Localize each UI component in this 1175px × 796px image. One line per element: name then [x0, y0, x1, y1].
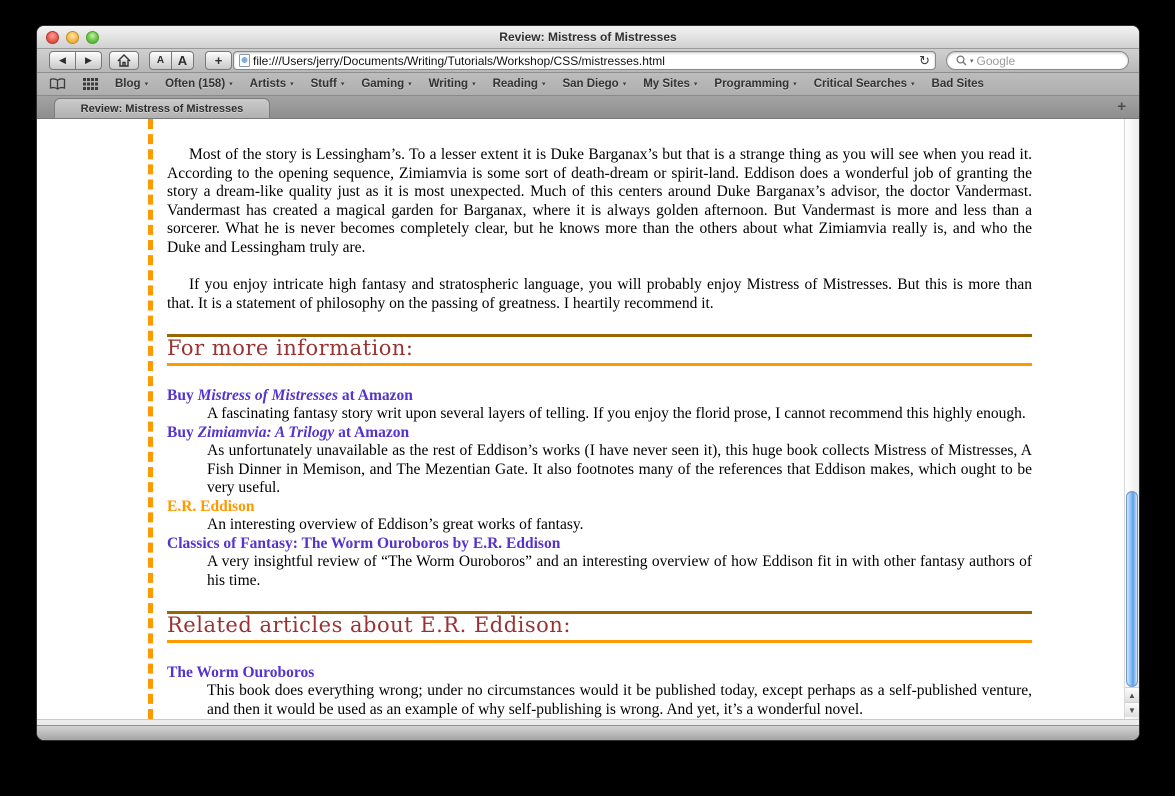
vertical-scrollbar[interactable]	[1124, 119, 1139, 719]
bookmark-item-critical-searches[interactable]: Critical Searches ▾	[813, 78, 915, 90]
window-title: Review: Mistress of Mistresses	[499, 30, 677, 44]
bookmark-item-my-sites[interactable]: My Sites ▾	[643, 78, 698, 90]
bookmark-item-writing[interactable]: Writing ▾	[428, 78, 476, 90]
search-input[interactable]	[977, 54, 1119, 68]
page-viewport	[37, 119, 1139, 719]
top-sites-grid-icon[interactable]	[83, 78, 98, 90]
chevron-down-icon: ▾	[144, 81, 149, 88]
tab-bar	[37, 96, 1139, 119]
bookmark-item-san-diego[interactable]: San Diego ▾	[562, 78, 627, 90]
scroll-down-button[interactable]: ▼	[1125, 702, 1139, 717]
text-size-buttons	[149, 51, 194, 70]
bookmark-item-gaming[interactable]: Gaming ▾	[361, 78, 412, 90]
chevron-down-icon: ▾	[693, 81, 698, 88]
chevron-down-icon: ▾	[229, 81, 233, 88]
bookmark-item-often[interactable]: Often (158) ▾	[165, 78, 233, 90]
chevron-down-icon: ▾	[340, 81, 345, 88]
scrollbar-arrows	[1125, 687, 1139, 717]
link-the-worm-ouroboros[interactable]: The Worm Ouroboros	[167, 663, 315, 681]
page-favicon-icon	[239, 54, 250, 67]
forward-arrow-icon: ▶	[85, 55, 92, 65]
scrollbar-thumb[interactable]	[1126, 491, 1138, 687]
minimize-button[interactable]	[66, 31, 79, 44]
review-paragraph-1: Most of the story is Lessingham’s. To a lesser extent it is Duke Barganax’s but that is a strange thing as you will see when you read it. According to the opening sequence, Zimiamvia is some sort of death-dream or spirit-land. Eddison does a wonderful job of granting the story a dream-like quality just as it is most unexpected. Much of this centers around Duke Barganax’s advisor, the doctor Vandermast. Vandermast has created a magical garden for Barganax, where it is always golden afternoon. But Vandermast is more and less than a sorcerer. What he is never becomes completely clear, but he knows more than the others about what Zimiamvia really is, and who the Duke and Lessingham truly are.	[167, 146, 1032, 256]
chevron-down-icon: ▾	[541, 81, 546, 88]
smaller-text-button[interactable]: A	[149, 51, 172, 70]
link-buy-mistress-of-mistresses[interactable]: Buy Mistress of Mistresses at Amazon	[167, 386, 413, 404]
bookmark-item-artists[interactable]: Artists ▾	[249, 78, 294, 90]
back-arrow-icon: ◀	[59, 55, 66, 65]
search-field[interactable]	[946, 51, 1129, 70]
link-item	[167, 535, 1032, 554]
zoom-button[interactable]	[86, 31, 99, 44]
section-heading-for-more-information: For more information:	[167, 334, 1032, 366]
home-icon	[117, 54, 131, 67]
link-description: This book does everything wrong; under no circumstances would it be published today, except perhaps as a self-published venture, and then it would be used as an example of why self-publishing is wrong. And yet, it’s a wonderful novel.	[207, 682, 1032, 718]
link-buy-zimiamvia-trilogy[interactable]: Buy Zimiamvia: A Trilogy at Amazon	[167, 423, 410, 441]
chevron-down-icon: ▾	[472, 81, 476, 88]
link-list-more-information	[167, 387, 1032, 591]
browser-window	[36, 25, 1140, 741]
url-input[interactable]	[250, 54, 919, 68]
section-heading-related-articles: Related articles about E.R. Eddison:	[167, 611, 1032, 643]
title-bar[interactable]	[37, 26, 1139, 49]
bookmark-item-stuff[interactable]: Stuff ▾	[310, 78, 345, 90]
link-item	[167, 424, 1032, 443]
tab-label: Review: Mistress of Mistresses	[80, 102, 244, 115]
chevron-down-icon: ▾	[793, 81, 797, 88]
link-description: A fascinating fantasy story writ upon several layers of telling. If you enjoy the florid prose, I cannot recommend this highly enough.	[207, 405, 1026, 422]
page-content	[148, 119, 1032, 719]
link-item	[167, 387, 1032, 406]
status-bar	[37, 725, 1139, 740]
refresh-icon[interactable]: ↻	[919, 53, 930, 68]
link-description: An interesting overview of Eddison’s great works of fantasy.	[207, 516, 584, 533]
chevron-down-icon: ▾	[408, 81, 412, 88]
tab-review-mistress-of-mistresses[interactable]	[54, 98, 270, 118]
chevron-down-icon: ▾	[290, 81, 294, 88]
forward-button[interactable]	[75, 51, 102, 70]
bookmarks-bar	[37, 73, 1139, 96]
link-description: A very insightful review of “The Worm Ouroboros” and an interesting overview of how Eddison fit in with other fantasy authors of his time.	[207, 553, 1032, 589]
link-list-related-articles	[167, 664, 1032, 720]
chevron-down-icon: ▾	[622, 81, 627, 88]
link-item	[167, 498, 1032, 517]
bookmarks-book-icon[interactable]	[49, 78, 66, 90]
link-er-eddison[interactable]: E.R. Eddison	[167, 497, 255, 515]
home-button[interactable]	[109, 51, 139, 70]
close-button[interactable]	[46, 31, 59, 44]
add-bookmark-button[interactable]: +	[205, 51, 232, 70]
nav-buttons	[49, 51, 102, 70]
link-item	[167, 664, 1032, 683]
address-bar[interactable]	[233, 51, 936, 70]
scroll-up-button[interactable]: ▲	[1125, 687, 1139, 702]
back-button[interactable]	[49, 51, 76, 70]
magnifier-icon	[956, 55, 967, 66]
new-tab-button[interactable]: +	[1117, 98, 1126, 115]
chevron-down-icon: ▾	[911, 81, 915, 88]
review-paragraph-2: If you enjoy intricate high fantasy and stratospheric language, you will probably enjoy Mistress of Mistresses. But this is more than that. It is a statement of philosophy on the passing of greatness. I heartily recommend it.	[167, 276, 1032, 312]
bookmark-item-programming[interactable]: Programming ▾	[714, 78, 797, 90]
window-controls	[46, 31, 99, 44]
bookmark-item-reading[interactable]: Reading ▾	[492, 78, 546, 90]
browser-toolbar	[37, 49, 1139, 73]
bookmark-item-bad-sites[interactable]: Bad Sites	[931, 78, 984, 90]
link-classics-of-fantasy[interactable]: Classics of Fantasy: The Worm Ouroboros by E.R. Eddison	[167, 534, 561, 552]
search-engine-caret-icon[interactable]: ▾	[970, 57, 974, 65]
bigger-text-button[interactable]: A	[171, 51, 194, 70]
link-description: As unfortunately unavailable as the rest of Eddison’s works (I have never seen it), this huge book collects Mistress of Mistresses, A Fish Dinner in Memison, and The Mezentian Gate. It also footnotes many of the references that Eddison makes, which ought to be very useful.	[207, 442, 1032, 496]
bookmark-item-blog[interactable]: Blog ▾	[115, 78, 149, 90]
